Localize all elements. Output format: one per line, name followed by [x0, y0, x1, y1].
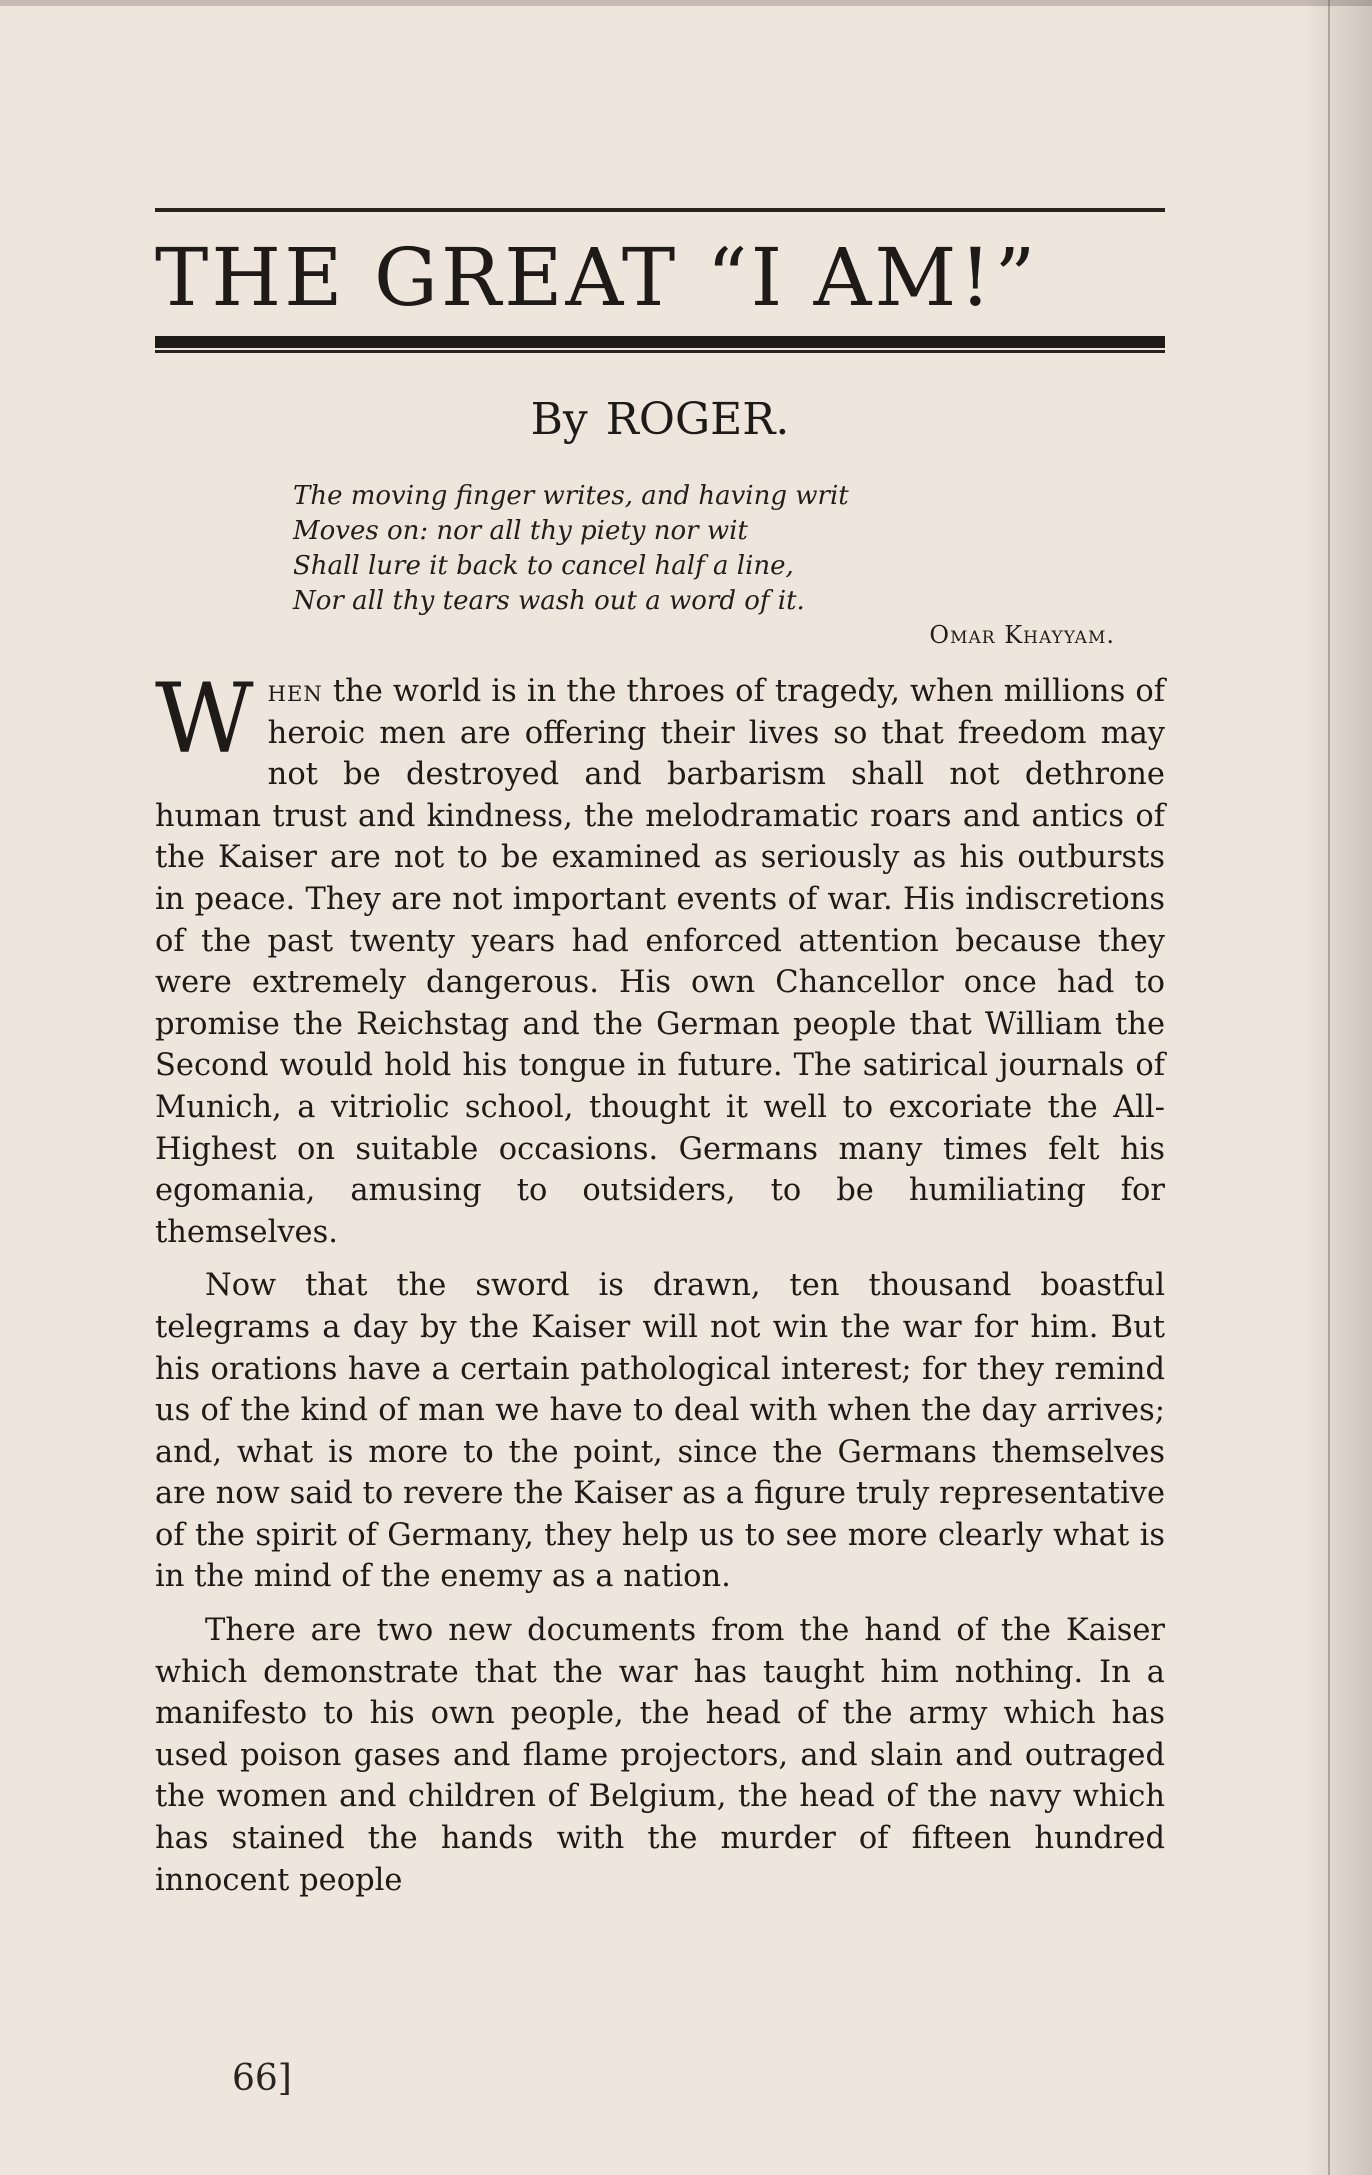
byline-prefix: By	[530, 394, 588, 445]
article-column	[155, 208, 1165, 1913]
spine-shadow	[1302, 0, 1372, 2175]
first-word-rest: hen	[267, 674, 323, 709]
epigraph-line: Nor all thy tears wash out a word of it.	[293, 586, 805, 616]
paragraph-3: There are two new documents from the hand of the Kaiser which demonstrate that the war has taught him nothing. In a manifesto to his own people, the head of the army which has used poison gases and flame projectors, and slain and outraged the women and children of Belgium, the head of the navy which has stained the hands with the murder of fifteen hundred innocent people	[155, 1613, 1165, 1898]
drop-cap: W	[155, 663, 254, 775]
epigraph-line: Moves on: nor all thy piety nor wit	[293, 516, 748, 546]
byline-author: ROGER.	[605, 394, 790, 445]
page-top-edge	[0, 0, 1372, 6]
paragraph-1	[155, 663, 1165, 1253]
epigraph-author: Omar Khayyam.	[929, 621, 1115, 649]
epigraph	[293, 479, 1165, 619]
epigraph-line: The moving finger writes, and having writ	[293, 481, 849, 511]
article-title: THE GREAT “I AM!”	[155, 231, 1039, 324]
byline	[155, 394, 1165, 445]
title-rule-bottom	[155, 336, 1165, 348]
spine-line	[1328, 0, 1330, 2175]
page-number: 66]	[232, 2058, 292, 2099]
paragraph-2: Now that the sword is drawn, ten thousand boastful telegrams a day by the Kaiser will not win the war for him. But his orations have a certain pathological interest; for they remind us of the kind of man we have to deal with when the day arrives; and, what is more to the point, since the Germans themselves are now said to revere the Kaiser as a figure truly representative of the spirit of Germany, they help us to see more clearly what is in the mind of the enemy as a nation.	[155, 1268, 1165, 1595]
article-body	[155, 663, 1165, 1901]
epigraph-line: Shall lure it back to cancel half a line,	[293, 551, 794, 581]
paragraph-1-text: the world is in the throes of tragedy, when millions of heroic men are offering their lives so that freedom may not be destroyed and barbarism shall not dethrone human trust and kindness, the melodramatic roars and antics of the Kaiser are not to be examined as seriously as his outbursts in peace. They are not important events of war. His indiscretions of the past twenty years had enforced attention because they were extremely dangerous. His own Chancellor once had to promise the Reichstag and the German people that William the Second would hold his tongue in future. The satirical journals of Munich, a vitriolic school, thought it well to excoriate the All-Highest on suitable occasions. Germans many times felt his egomania, amusing to outsiders, to be humiliating for themselves.	[155, 674, 1165, 1250]
title-rule-top	[155, 208, 1165, 212]
